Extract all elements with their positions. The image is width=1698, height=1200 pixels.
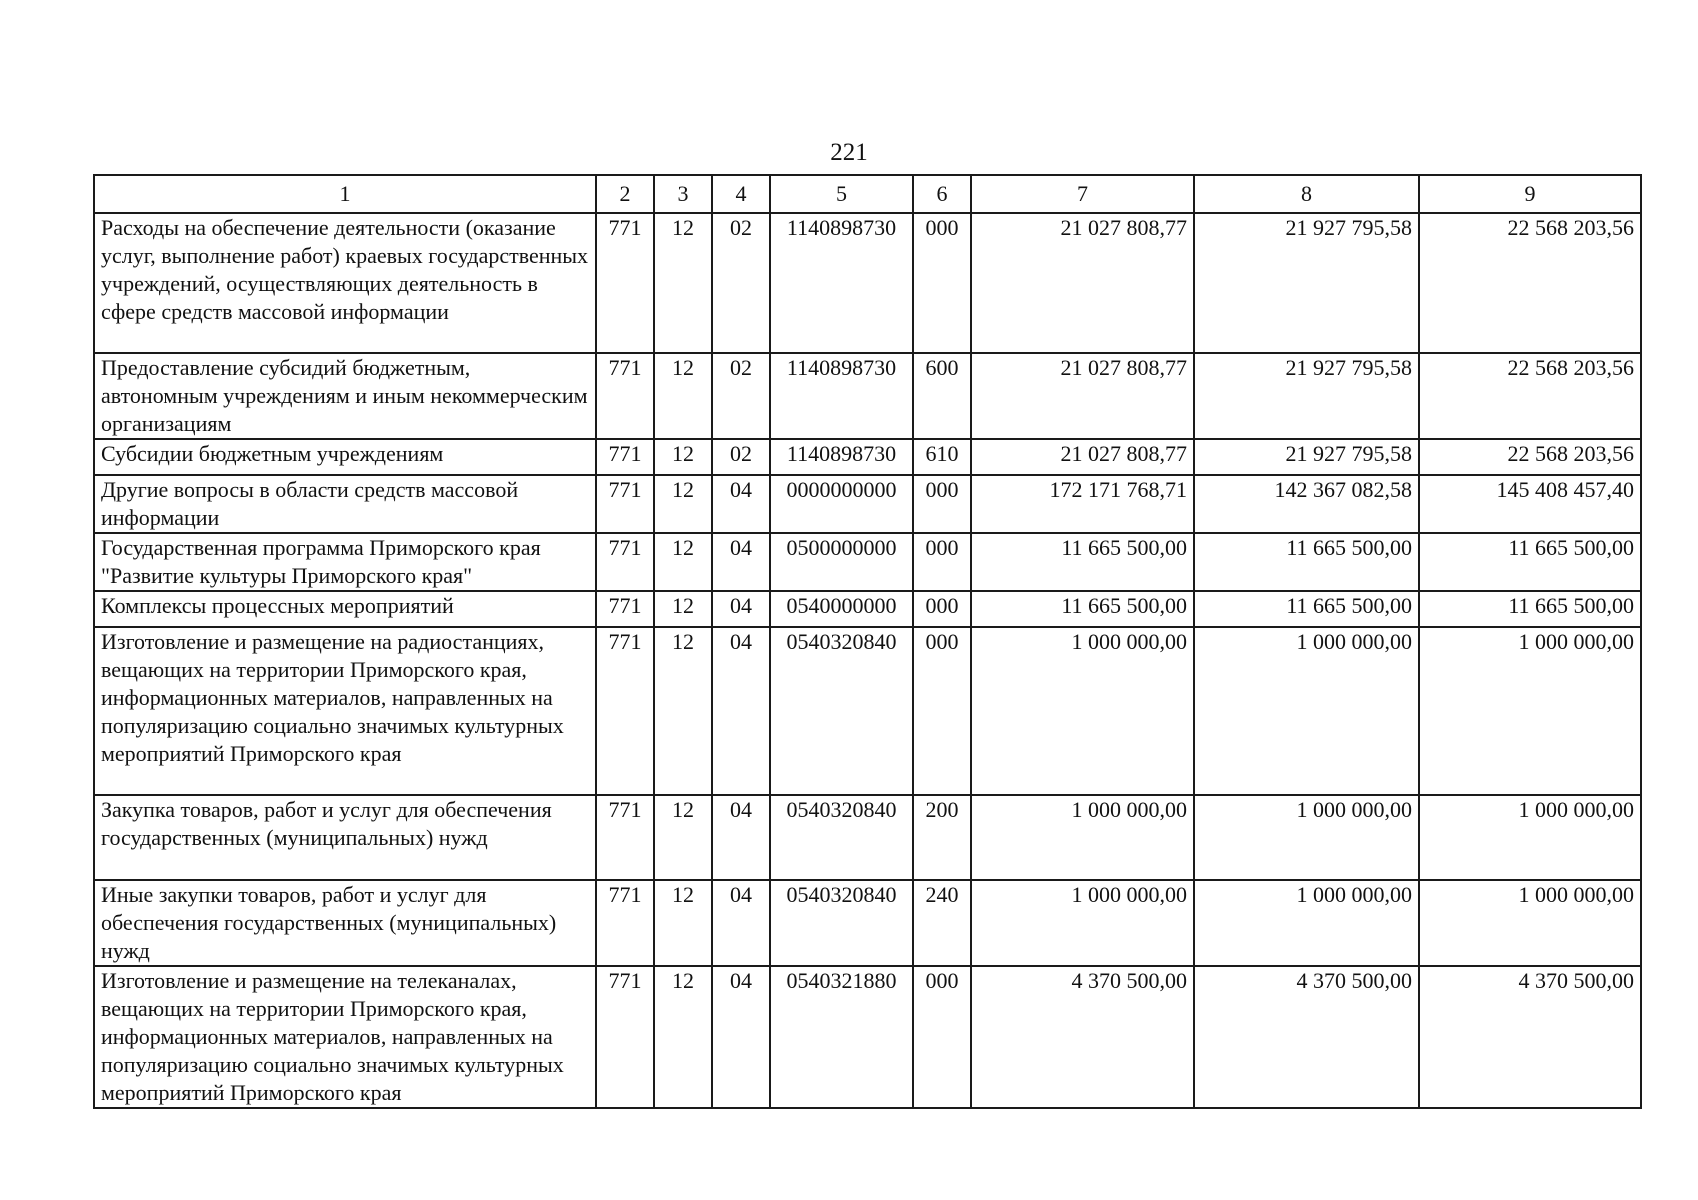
column-header: 9 (1419, 175, 1641, 213)
amount-col9: 1 000 000,00 (1419, 880, 1641, 966)
row-name: Закупка товаров, работ и услуг для обеспечения государственных (муниципальных) нужд (94, 795, 596, 880)
header-row (94, 175, 1641, 213)
amount-col9: 11 665 500,00 (1419, 591, 1641, 627)
expense-type-code: 200 (913, 795, 971, 880)
row-name: Расходы на обеспечение деятельности (оказание услуг, выполнение работ) краевых государственных учреждений, осуществляющих деятельность в сфере средств массовой информации (94, 213, 596, 353)
row-name: Государственная программа Приморского края "Развитие культуры Приморского края" (94, 533, 596, 591)
amount-col8: 21 927 795,58 (1194, 353, 1419, 439)
row-name: Изготовление и размещение на телеканалах, вещающих на территории Приморского края, информационных материалов, направленных на популяризацию социально значимых культурных мероприятий Приморского края (94, 966, 596, 1108)
page-number: 221 (830, 139, 868, 166)
expense-type-code: 000 (913, 591, 971, 627)
column-header: 4 (712, 175, 770, 213)
ministry-code: 771 (596, 880, 654, 966)
section-code: 12 (654, 591, 712, 627)
target-article-code: 0540000000 (770, 591, 913, 627)
amount-col7: 21 027 808,77 (971, 439, 1194, 475)
amount-col7: 4 370 500,00 (971, 966, 1194, 1108)
column-header: 2 (596, 175, 654, 213)
ministry-code: 771 (596, 533, 654, 591)
table-row (94, 353, 1641, 439)
ministry-code: 771 (596, 966, 654, 1108)
expense-type-code: 000 (913, 533, 971, 591)
amount-col7: 21 027 808,77 (971, 213, 1194, 353)
expense-type-code: 000 (913, 213, 971, 353)
ministry-code: 771 (596, 213, 654, 353)
target-article-code: 0540321880 (770, 966, 913, 1108)
amount-col8: 21 927 795,58 (1194, 439, 1419, 475)
table-row (94, 439, 1641, 475)
expense-type-code: 610 (913, 439, 971, 475)
column-header: 7 (971, 175, 1194, 213)
amount-col9: 1 000 000,00 (1419, 627, 1641, 795)
amount-col9: 11 665 500,00 (1419, 533, 1641, 591)
table-row (94, 966, 1641, 1108)
expense-type-code: 240 (913, 880, 971, 966)
subsection-code: 04 (712, 533, 770, 591)
subsection-code: 04 (712, 475, 770, 533)
target-article-code: 0540320840 (770, 880, 913, 966)
amount-col7: 1 000 000,00 (971, 795, 1194, 880)
ministry-code: 771 (596, 475, 654, 533)
subsection-code: 04 (712, 591, 770, 627)
section-code: 12 (654, 439, 712, 475)
row-name: Предоставление субсидий бюджетным, автономным учреждениям и иным некоммерческим организациям (94, 353, 596, 439)
row-name: Субсидии бюджетным учреждениям (94, 439, 596, 475)
amount-col8: 4 370 500,00 (1194, 966, 1419, 1108)
amount-col8: 21 927 795,58 (1194, 213, 1419, 353)
table-row (94, 795, 1641, 880)
section-code: 12 (654, 353, 712, 439)
target-article-code: 0540320840 (770, 627, 913, 795)
subsection-code: 02 (712, 439, 770, 475)
amount-col7: 1 000 000,00 (971, 880, 1194, 966)
amount-col7: 21 027 808,77 (971, 353, 1194, 439)
amount-col8: 1 000 000,00 (1194, 795, 1419, 880)
column-header: 5 (770, 175, 913, 213)
section-code: 12 (654, 795, 712, 880)
subsection-code: 02 (712, 213, 770, 353)
amount-col9: 22 568 203,56 (1419, 213, 1641, 353)
table-row (94, 475, 1641, 533)
amount-col8: 11 665 500,00 (1194, 533, 1419, 591)
subsection-code: 04 (712, 880, 770, 966)
budget-table (93, 174, 1642, 1109)
table-row (94, 591, 1641, 627)
column-header: 1 (94, 175, 596, 213)
amount-col9: 4 370 500,00 (1419, 966, 1641, 1108)
table-row (94, 627, 1641, 795)
target-article-code: 0000000000 (770, 475, 913, 533)
amount-col9: 145 408 457,40 (1419, 475, 1641, 533)
target-article-code: 0500000000 (770, 533, 913, 591)
row-name: Иные закупки товаров, работ и услуг для обеспечения государственных (муниципальных) нужд (94, 880, 596, 966)
table-row (94, 213, 1641, 353)
amount-col7: 172 171 768,71 (971, 475, 1194, 533)
column-header: 8 (1194, 175, 1419, 213)
ministry-code: 771 (596, 795, 654, 880)
amount-col9: 22 568 203,56 (1419, 439, 1641, 475)
section-code: 12 (654, 880, 712, 966)
amount-col7: 1 000 000,00 (971, 627, 1194, 795)
amount-col7: 11 665 500,00 (971, 591, 1194, 627)
section-code: 12 (654, 966, 712, 1108)
ministry-code: 771 (596, 591, 654, 627)
target-article-code: 1140898730 (770, 439, 913, 475)
target-article-code: 0540320840 (770, 795, 913, 880)
subsection-code: 02 (712, 353, 770, 439)
subsection-code: 04 (712, 795, 770, 880)
target-article-code: 1140898730 (770, 213, 913, 353)
subsection-code: 04 (712, 966, 770, 1108)
amount-col9: 1 000 000,00 (1419, 795, 1641, 880)
ministry-code: 771 (596, 353, 654, 439)
amount-col8: 1 000 000,00 (1194, 880, 1419, 966)
expense-type-code: 600 (913, 353, 971, 439)
column-header: 6 (913, 175, 971, 213)
amount-col8: 11 665 500,00 (1194, 591, 1419, 627)
row-name: Комплексы процессных мероприятий (94, 591, 596, 627)
amount-col7: 11 665 500,00 (971, 533, 1194, 591)
section-code: 12 (654, 627, 712, 795)
section-code: 12 (654, 213, 712, 353)
subsection-code: 04 (712, 627, 770, 795)
amount-col8: 142 367 082,58 (1194, 475, 1419, 533)
column-header: 3 (654, 175, 712, 213)
expense-type-code: 000 (913, 966, 971, 1108)
ministry-code: 771 (596, 439, 654, 475)
table-row (94, 880, 1641, 966)
expense-type-code: 000 (913, 475, 971, 533)
amount-col9: 22 568 203,56 (1419, 353, 1641, 439)
amount-col8: 1 000 000,00 (1194, 627, 1419, 795)
target-article-code: 1140898730 (770, 353, 913, 439)
section-code: 12 (654, 533, 712, 591)
row-name: Другие вопросы в области средств массовой информации (94, 475, 596, 533)
section-code: 12 (654, 475, 712, 533)
row-name: Изготовление и размещение на радиостанциях, вещающих на территории Приморского края, информационных материалов, направленных на популяризацию социально значимых культурных мероприятий Приморского края (94, 627, 596, 795)
table-row (94, 533, 1641, 591)
expense-type-code: 000 (913, 627, 971, 795)
ministry-code: 771 (596, 627, 654, 795)
